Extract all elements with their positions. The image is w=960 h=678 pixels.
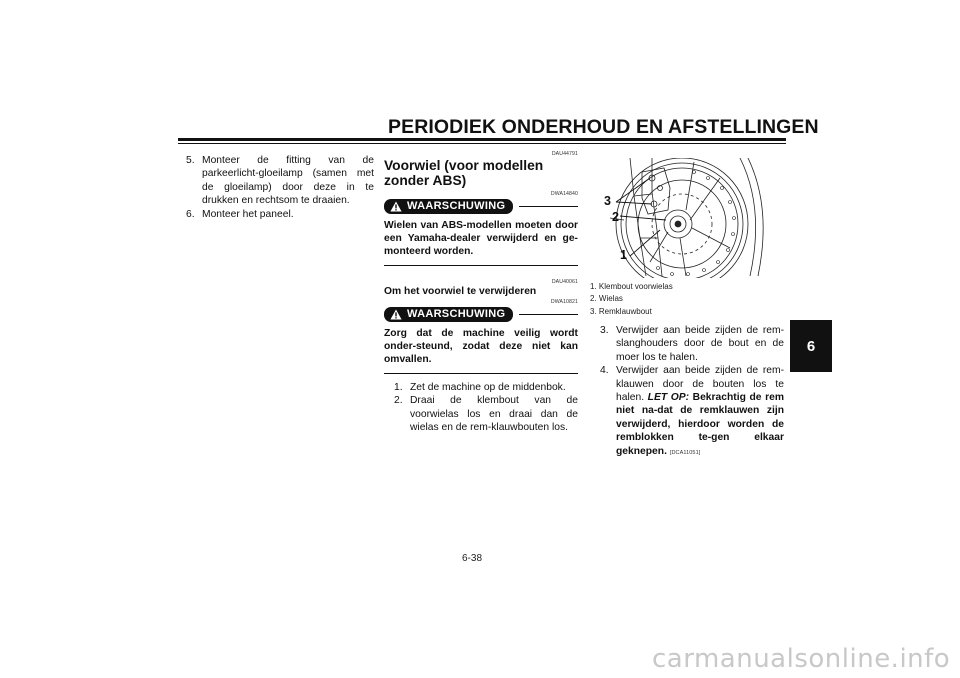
front-wheel-figure bbox=[590, 158, 784, 278]
list-item bbox=[600, 364, 784, 460]
list-item-number: 4. bbox=[600, 365, 609, 377]
notice-text: Bekrachtig de rem niet na-dat de remklauwen zijn verwijderd, hierdoor worden de remblokken te-gen elkaar geknepen. bbox=[616, 391, 784, 457]
warning-end-rule bbox=[384, 265, 578, 266]
warning-code: DWA10821 bbox=[550, 298, 578, 305]
steps-list bbox=[590, 324, 784, 460]
warning-triangle-icon bbox=[390, 201, 402, 212]
figure-caption: 3. Remklauwbout bbox=[590, 306, 652, 316]
list-item-number: 5. bbox=[186, 155, 195, 166]
warning-rule bbox=[519, 206, 578, 207]
list-item-number: 1. bbox=[394, 381, 403, 393]
subsection-title: Om het voorwiel te verwijderen bbox=[384, 285, 537, 297]
warning-end-rule bbox=[384, 373, 578, 374]
list-item-text: Verwijder aan beide zijden de rem-klauwen door de bouten los te halen. bbox=[616, 365, 784, 403]
warning-triangle-icon bbox=[390, 309, 402, 320]
col1-list bbox=[186, 154, 374, 221]
warning-badge bbox=[384, 307, 513, 322]
list-item-text: Draai de klembout van de voorwielas los en draai dan de wielas en de rem-klauwbouten los. bbox=[410, 395, 578, 434]
warning-label: WAARSCHUWING bbox=[407, 307, 506, 320]
list-item-number: 3. bbox=[600, 324, 609, 336]
list-item-text: Monteer de fitting van de parkeerlicht-gloeilamp (samen met de gloeilamp) door deze in te drukken en rechtsom te draaien. bbox=[202, 155, 374, 207]
page-number: 6-38 bbox=[462, 553, 483, 564]
page-header-title: PERIODIEK ONDERHOUD EN AFSTELLINGEN bbox=[388, 116, 819, 138]
list-item-number: 6. bbox=[186, 208, 195, 220]
section-title: Voorwiel (voor modellen zonder ABS) bbox=[384, 158, 544, 188]
figure-caption: 1. Klembout voorwielas bbox=[590, 282, 673, 291]
warning-rule bbox=[519, 314, 578, 315]
list-item bbox=[186, 208, 374, 221]
steps-list bbox=[384, 381, 578, 435]
list-item-number: 2. bbox=[394, 395, 403, 407]
watermark: carmanualsonline.info bbox=[652, 644, 951, 674]
header-rule bbox=[178, 138, 786, 141]
subsection-code: DAU40061 bbox=[551, 278, 578, 285]
warning-label: WAARSCHUWING bbox=[407, 200, 506, 212]
list-item-text: Zet de machine op de middenbok. bbox=[410, 381, 566, 393]
warning-header bbox=[384, 307, 578, 322]
warning-text: Wielen van ABS-modellen moeten door een Yamaha-dealer verwijderd en ge-monteerd worden. bbox=[384, 220, 578, 258]
figure-label-1: 1 bbox=[620, 248, 627, 262]
warning-text: Zorg dat de machine veilig wordt onder-steund, zodat deze niet kan omvallen. bbox=[384, 327, 578, 366]
list-item bbox=[186, 154, 374, 208]
notice-code: [DCA11051] bbox=[669, 449, 701, 456]
warning-badge bbox=[384, 199, 513, 214]
figure-label-2: 2 bbox=[612, 210, 619, 224]
notice-label: LET OP: bbox=[647, 391, 690, 403]
list-item-text: Monteer het paneel. bbox=[202, 208, 294, 220]
figure-label-3: 3 bbox=[604, 194, 611, 208]
warning-header bbox=[384, 199, 578, 214]
col3 bbox=[590, 281, 784, 460]
col2 bbox=[384, 151, 578, 434]
list-item bbox=[600, 324, 784, 364]
list-item-text: Verwijder aan beide zijden de rem-slanghouders door de bout en de moer los te halen. bbox=[616, 324, 784, 363]
chapter-tab[interactable]: 6 bbox=[790, 320, 832, 372]
figure-caption: 2. Wielas bbox=[590, 294, 623, 304]
warning-code: DWA14840 bbox=[550, 191, 578, 197]
list-item bbox=[394, 394, 578, 434]
header-rule-thin bbox=[178, 143, 786, 144]
section-code: DAU44791 bbox=[551, 151, 578, 157]
list-item bbox=[394, 381, 578, 394]
